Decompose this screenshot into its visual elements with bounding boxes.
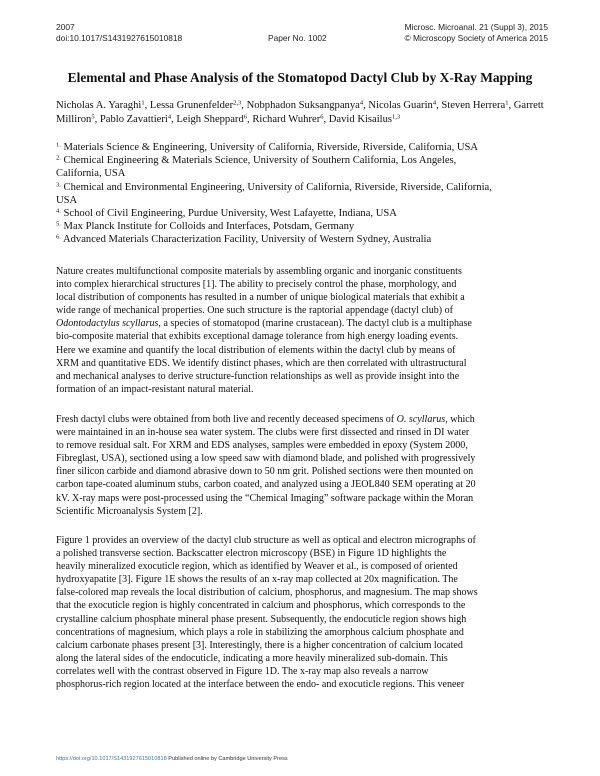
text-line: concentrations of magnesium, which plays a role in stabilizing the amorphous calcium phosphate and	[56, 626, 464, 638]
affiliation	[56, 167, 556, 180]
paper-title: Elemental and Phase Analysis of the Stomatopod Dactyl Club by X-Ray Mapping	[67, 70, 533, 85]
affiliation	[56, 207, 556, 220]
text-line: XRM and quantitative EDS. We identify distinct phases, which are then correlated with ultrastructural	[56, 357, 467, 369]
text-line: a species of stomatopod (marine crustacean). The dactyl club is a multiphase	[160, 318, 472, 330]
author: Garrett Milliron	[56, 100, 544, 125]
text-line: Fibreglast, USA), sectioned using a low speed saw with diamond blade, and polished with progressively	[56, 453, 476, 465]
text-line: 4	[432, 99, 437, 107]
header-left	[56, 22, 182, 44]
author: Nobphadon Suksangpanya	[246, 100, 360, 111]
text-line: 1,3	[392, 113, 401, 121]
text-line: 4	[359, 99, 364, 107]
affiliation	[56, 181, 556, 194]
species-name: Odontodactylus scyllarus,	[56, 318, 161, 330]
text-line: Here we examine and quantify the local distribution of elements within the dactyl club by means of	[56, 344, 456, 356]
paper-number: Paper No. 1002	[268, 33, 327, 43]
text-line: 4.	[56, 207, 61, 215]
text-line: 5.	[56, 220, 61, 228]
page-number: 2007	[56, 22, 75, 32]
text-line: correlates well with the contrast observed in Figure 1D. The x-ray map also reveals a narrow	[56, 665, 429, 677]
author: David Kisailus	[328, 113, 393, 125]
affiliation	[56, 220, 556, 233]
text-line: 1.	[56, 141, 61, 149]
text-line	[56, 317, 550, 330]
text-line: along the lateral sides of the endocuticle, indicating a more heavily mineralized sub-domain. This	[56, 652, 448, 664]
footer-doi-link[interactable]: https://doi.org/10.1017/S1431927615010818	[56, 756, 167, 762]
text-line: bio-composite material that exhibits exceptional damage tolerance from high energy loading events.	[56, 331, 459, 343]
text-line: Max Planck Institute for Colloids and Interfaces, Potsdam, Germany	[63, 221, 355, 233]
text-line	[56, 413, 550, 426]
footer-publisher: Published online by Cambridge University Press	[166, 756, 288, 762]
text-line: wide range of mechanical properties. One such structure is the raptorial appendage (dactyl club) of	[56, 305, 453, 317]
text-line: into complex hierarchical structures [1]. The ability to precisely control the phase, morphology, and	[56, 279, 457, 291]
header-doi: doi:10.1017/S1431927615010818	[56, 33, 183, 43]
text-line: calcium carbonate phases present [3]. Interestingly, there is a higher concentration of calcium located	[56, 639, 463, 651]
text-line: and mechanical analyses to derive structure-function relationships as well as provide insight into the	[56, 370, 460, 382]
text-line: 5	[91, 113, 95, 121]
author-list: Nicholas A. Yaraghi$^1$, Lessa Grunenfelder$^{2,3}$, Nobphadon Suksangpanya$^4$, Nicolas Guarin$^4$, Steven Herrera$^1$, Garrett Milliron$^5$, Pablo Zavattieri$^4$, Leigh Sheppard$^6$, Richard Wuhrer$^6$, David Kisailus$^{1,3}$	[56, 99, 544, 125]
copyright-notice: © Microscopy Society of America 2015	[404, 33, 548, 43]
author: Nicolas Guarin	[368, 100, 433, 111]
text-line: phosphorus-rich region located at the interface between the endo- and exocuticle regions. This veneer	[56, 679, 465, 691]
text-line: California, USA	[56, 168, 126, 180]
text-line: 3.	[56, 181, 61, 189]
author: Leigh Sheppard	[176, 113, 244, 125]
paragraph-methods	[56, 413, 550, 518]
text-line: were maintained in an in-house sea water system. The clubs were first dissected and rinsed in DI water	[56, 427, 470, 439]
text-line: 6.	[56, 233, 61, 241]
text-line: false-colored map reveals the local distribution of calcium, phosphorus, and magnesium. The map shows	[56, 587, 478, 599]
author: Richard Wuhrer	[252, 113, 321, 125]
paragraph-results	[56, 534, 550, 691]
text-line: School of Civil Engineering, Purdue University, West Lafayette, Indiana, USA	[63, 208, 397, 220]
text-line: Fresh dactyl clubs were obtained from both live and recently deceased specimens of	[56, 414, 397, 425]
text-line: 2.	[56, 154, 61, 162]
paragraph-introduction	[56, 265, 550, 396]
text-line: 1	[505, 99, 509, 107]
text-line: hydroxyapatite [3]. Figure 1E shows the results of an x-ray map collected at 20x magnification. The	[56, 574, 458, 586]
text-line: local distribution of components has resulted in a number of unique biological materials that exhibit a	[56, 292, 465, 304]
text-line: Scientific Microanalysis System [2].	[56, 505, 203, 517]
author: Lessa Grunenfelder	[149, 100, 234, 111]
text-line: that the exocuticle region is highly concentrated in calcium and phosphorus, which corresponds to the	[56, 600, 466, 612]
footer	[56, 756, 288, 762]
affiliations	[56, 141, 556, 247]
text-line: which	[447, 414, 475, 425]
text-line: a polished transverse section. Backscatter electron microscopy (BSE) in Figure 1D highlights the	[56, 548, 447, 560]
author: Nicholas A. Yaraghi	[56, 100, 142, 111]
text-line: kV. X-ray maps were post-processed using the “Chemical Imaging” software package within the Moran	[56, 492, 474, 504]
text-line: 6	[320, 113, 324, 121]
affiliation	[56, 233, 556, 246]
text-line: Advanced Materials Characterization Facility, University of Western Sydney, Australia	[62, 234, 432, 246]
text-line: to remove residual salt. For XRM and EDS analyses, samples were embedded in epoxy (System 2000,	[56, 440, 468, 452]
text-line: formation of an impact-resistant natural material.	[56, 383, 254, 395]
text-line: Nature creates multifunctional composite materials by assembling organic and inorganic constituents	[56, 266, 462, 277]
text-line: Chemical and Environmental Engineering, University of California, Riverside, Riverside, California,	[63, 181, 492, 193]
text-line: heavily mineralized exocuticle region, which as identified by Weaver et al., is composed of oriented	[56, 561, 458, 573]
text-line: Materials Science & Engineering, University of California, Riverside, Riverside, California, USA	[63, 142, 479, 153]
affiliation	[56, 194, 556, 207]
text-line: Figure 1 provides an overview of the dactyl club structure as well as optical and electron micrographs of	[56, 535, 476, 546]
text-line: Chemical Engineering & Materials Science, University of Southern California, Los Angeles,	[63, 155, 457, 167]
affiliation	[56, 154, 556, 167]
text-line: USA	[56, 194, 78, 206]
author: Pablo Zavattieri	[99, 113, 168, 125]
journal-citation: Microsc. Microanal. 21 (Suppl 3), 2015	[404, 22, 548, 32]
affiliation	[56, 141, 556, 154]
text-line: finer silicon carbide and diamond abrasive down to 50 nm grit. Polished sections were then mounted on	[56, 466, 474, 478]
text-line: 4	[167, 113, 172, 121]
text-line: 1	[141, 99, 145, 107]
species-name: O. scyllarus,	[396, 414, 448, 425]
text-line: carbon tape-coated aluminum stubs, carbon coated, and analyzed using a JEOL840 SEM operating at 20	[56, 479, 476, 491]
text-line: 6	[243, 113, 248, 121]
text-line: 2,3	[233, 99, 242, 107]
author: Steven Herrera	[441, 100, 506, 111]
header-right	[405, 22, 549, 44]
text-line: crystalline calcium phosphate mineral phase present. Subsequently, the endocuticle region shows high	[56, 613, 467, 625]
